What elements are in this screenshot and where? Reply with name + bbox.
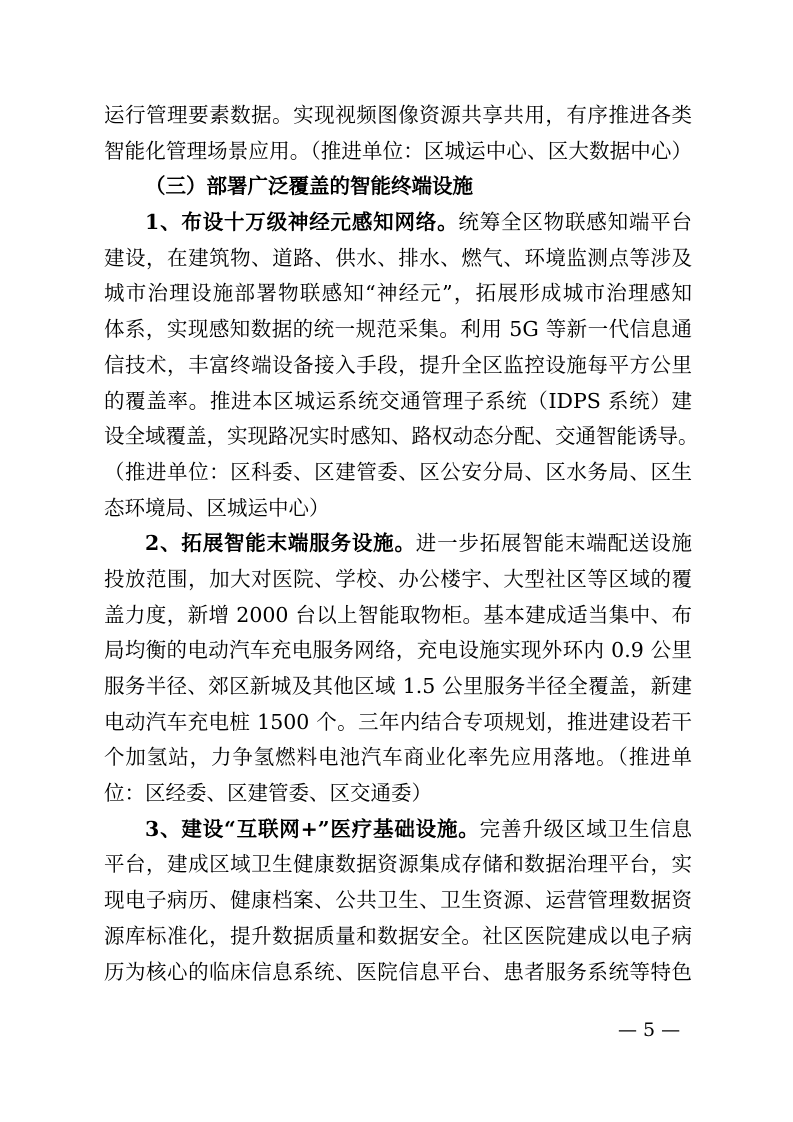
- text-line: 智能化管理场景应用。（推进单位：区城运中心、区大数据中心）: [104, 138, 692, 163]
- document-body: [104, 98, 699, 990]
- item-text: 进一步拓展智能末端配送设施: [415, 531, 693, 556]
- item-text: 完善升级区域卫生信息: [479, 816, 692, 841]
- text-line: 服务半径、郊区新城及其他区域 1.5 公里服务半径全覆盖，新建: [104, 674, 692, 698]
- text-line: 个加氢站，力争氢燃料电池汽车商业化率先应用落地。（推进单: [104, 745, 692, 770]
- text-line: 的覆盖率。推进本区城运系统交通管理子系统（IDPS 系统）建: [104, 388, 692, 413]
- text-line: 局均衡的电动汽车充电服务网络，充电设施实现外环内 0.9 公里: [104, 638, 692, 663]
- text-line: 盖力度，新增 2000 台以上智能取物柜。基本建成适当集中、布: [104, 602, 692, 627]
- text-line: 城市治理设施部署物联感知“神经元”，拓展形成城市治理感知: [104, 281, 692, 306]
- text-line: 体系，实现感知数据的统一规范采集。利用 5G 等新一代信息通: [104, 317, 692, 342]
- text-line: 建设，在建筑物、道路、供水、排水、燃气、环境监测点等涉及: [104, 245, 692, 270]
- page-number: — 5 —: [618, 1019, 681, 1041]
- text-line: 投放范围，加大对医院、学校、办公楼宇、大型社区等区域的覆: [104, 566, 692, 591]
- text-line: 电动汽车充电桩 1500 个。三年内结合专项规划，推进建设若干: [104, 709, 692, 734]
- item-heading: 2、拓展智能末端服务设施。: [145, 531, 416, 556]
- text-line: [104, 812, 692, 848]
- item-heading: 3、建设“互联网+”医疗基础设施。: [145, 816, 480, 841]
- item-text: 统筹全区物联感知端平台: [458, 210, 692, 235]
- text-line: [104, 205, 692, 241]
- text-line: 态环境局、区城运中心）: [104, 495, 330, 520]
- text-line: 位：区经委、区建管委、区交通委）: [104, 781, 432, 806]
- text-line: 设全域覆盖，实现路况实时感知、路权动态分配、交通智能诱导。: [104, 424, 699, 449]
- text-line: [104, 526, 692, 562]
- item-heading: 1、布设十万级神经元感知网络。: [145, 210, 459, 235]
- text-line: 运行管理要素数据。实现视频图像资源共享共用，有序推进各类: [104, 103, 692, 127]
- text-line: 现电子病历、健康档案、公共卫生、卫生资源、运营管理数据资: [104, 888, 692, 913]
- text-line: （推进单位：区科委、区建管委、区公安分局、区水务局、区生: [104, 459, 692, 484]
- text-line: 源库标准化，提升数据质量和数据安全。社区医院建成以电子病: [104, 923, 692, 948]
- text-line: 平台，建成区域卫生健康数据资源集成存储和数据治理平台，实: [104, 852, 692, 877]
- text-line: 信技术，丰富终端设备接入手段，提升全区监控设施每平方公里: [104, 352, 692, 377]
- section-heading: （三）部署广泛覆盖的智能终端设施: [145, 174, 473, 199]
- text-line: 历为核心的临床信息系统、医院信息平台、患者服务系统等特色: [104, 959, 692, 984]
